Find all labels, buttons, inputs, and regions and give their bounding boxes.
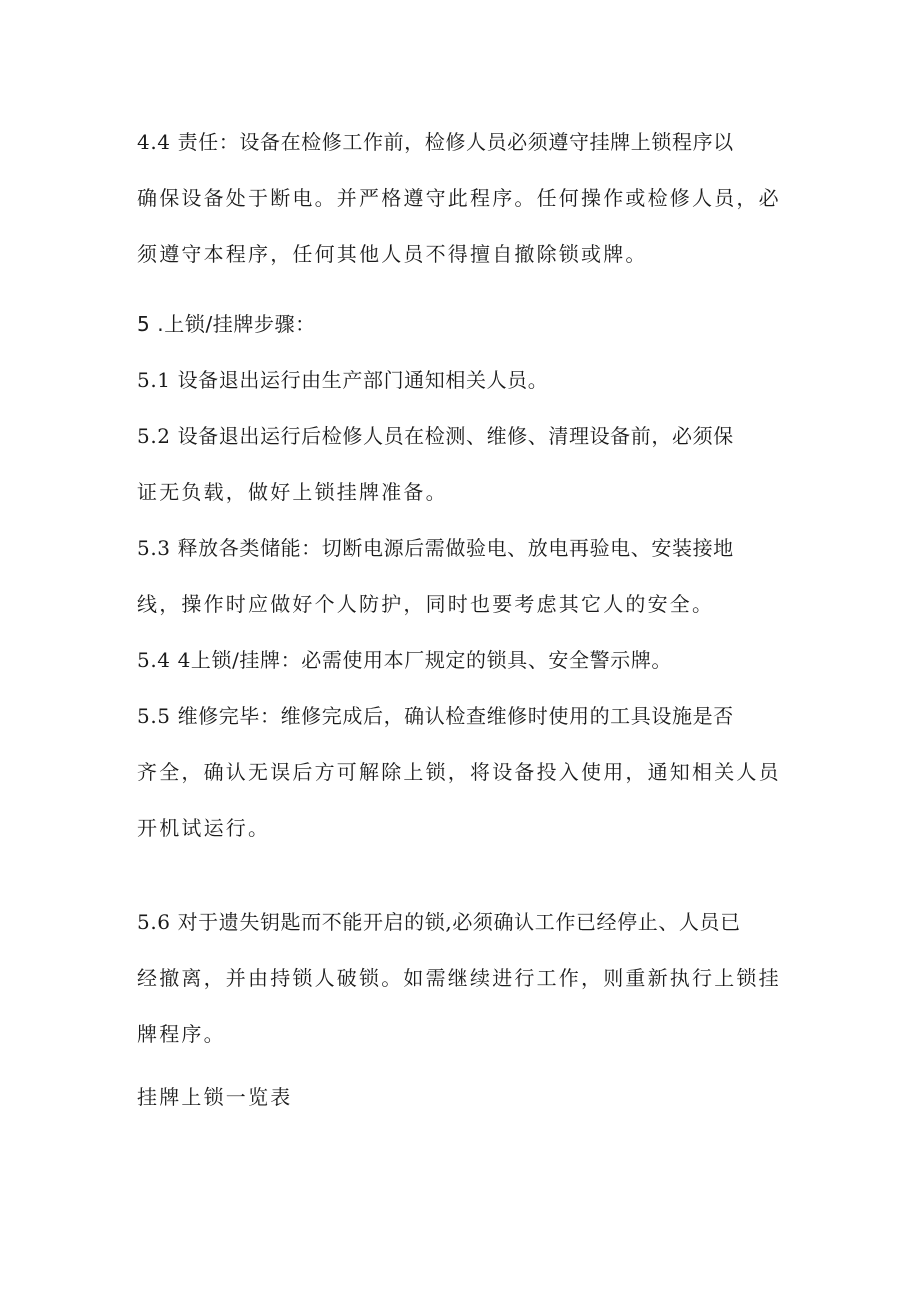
section-5-2-line-2: 证无负载，做好上锁挂牌准备。 bbox=[137, 480, 448, 504]
section-5-3-line-2: 线，操作时应做好个人防护，同时也要考虑其它人的安全。 bbox=[137, 592, 715, 616]
section-5-1-line-1: 5.1 设备退出运行由生产部门通知相关人员。 bbox=[137, 368, 549, 392]
section-5-5-line-1: 5.5 维修完毕：维修完成后，确认检查维修时使用的工具设施是否 bbox=[137, 704, 734, 728]
section-4-4-line-2: 确保设备处于断电。并严格遵守此程序。任何操作或检修人员，必 bbox=[137, 186, 781, 210]
section-5-3-line-1: 5.3 释放各类储能：切断电源后需做验电、放电再验电、安装接地 bbox=[137, 536, 734, 560]
section-4-4-line-1: 4.4 责任：设备在检修工作前，检修人员必须遵守挂牌上锁程序以 bbox=[137, 130, 734, 154]
table-title: 挂牌上锁一览表 bbox=[137, 1085, 293, 1109]
section-5-6-line-3: 牌程序。 bbox=[137, 1022, 226, 1046]
section-5-2-line-1: 5.2 设备退出运行后检修人员在检测、维修、清理设备前，必须保 bbox=[137, 424, 734, 448]
section-5-6-line-2: 经撤离，并由持锁人破锁。如需继续进行工作，则重新执行上锁挂 bbox=[137, 966, 781, 990]
section-5-5-line-3: 开机试运行。 bbox=[137, 816, 271, 840]
section-5-5-line-2: 齐全，确认无误后方可解除上锁，将设备投入使用，通知相关人员 bbox=[137, 760, 781, 784]
section-5-heading: 5 .上锁/挂牌步骤： bbox=[137, 312, 316, 336]
section-5-4-line-1: 5.4 4上锁/挂牌：必需使用本厂规定的锁具、安全警示牌。 bbox=[137, 648, 673, 672]
section-4-4-line-3: 须遵守本程序，任何其他人员不得擅自撤除锁或牌。 bbox=[137, 242, 648, 266]
section-5-6-line-1: 5.6 对于遗失钥匙而不能开启的锁,必须确认工作已经停止、人员已 bbox=[137, 910, 741, 934]
